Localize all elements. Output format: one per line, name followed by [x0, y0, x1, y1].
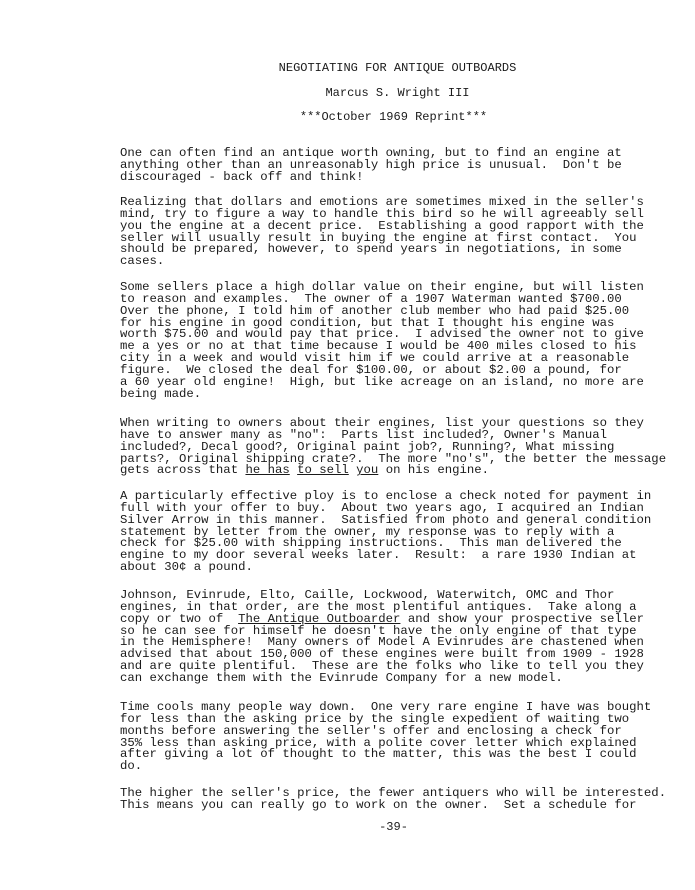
text-line: in the Hemisphere! Many owners of Model A Evinrudes are chastened when [120, 635, 644, 650]
text-line: cases. [120, 254, 165, 269]
text-line: The higher the seller's price, the fewer antiquers who will be interested. [120, 786, 667, 800]
text-line: so he can see for himself he doesn't have the only engine of that type [120, 623, 637, 638]
text-line: A particularly effective ploy is to enclose a check noted for payment in [120, 489, 652, 503]
text-line: should be prepared, however, to spend years in negotiations, in some [120, 242, 622, 257]
text-line: worth $75.00 and would pay that price. I advised the owner not to give [120, 327, 644, 342]
text-line: included?, Decal good?, Original paint job?, Running?, What missing [120, 439, 615, 454]
text-line: after giving a lot of thought to the matter, this was the best I could [120, 747, 637, 762]
text-line: Silver Arrow in this manner. Satisfied from photo and general condition [120, 512, 652, 527]
text-line: have to answer many as "no": Parts list included?, Owner's Manual [120, 427, 608, 442]
paragraph-4 [120, 418, 680, 477]
publication-title: The Antique Outboarder [238, 611, 401, 626]
paragraph-8 [120, 788, 680, 812]
article-title: NEGOTIATING FOR ANTIQUE OUTBOARDS [278, 61, 517, 75]
text-line: advised that about 150,000 of these engines were built from 1909 - 1928 [120, 647, 644, 662]
reprint-line: ***October 1969 Reprint*** [299, 110, 488, 124]
author-line: Marcus S. Wright III [325, 86, 470, 100]
text-line: for his engine in good condition, but that I thought his engine was [120, 315, 615, 330]
text-line: This means you can really go to work on the owner. Set a schedule for [120, 797, 637, 812]
text-line: seller will usually result in buying the engine at first contact. You [120, 230, 637, 245]
text-line: to reason and examples. The owner of a 1907 Waterman wanted $700.00 [120, 291, 622, 306]
text-line-underlined: gets across that he has to sell you on his engine. [120, 463, 490, 478]
text-line: 35% less than asking price, with a polite cover letter which explained [120, 735, 637, 750]
underlined-text: he has [245, 463, 290, 478]
text-line: Some sellers place a high dollar value on their engine, but will listen [120, 280, 644, 294]
text-line: parts?, Original shipping crate?. The more "no's", the better the message [120, 451, 667, 466]
text-line: a 60 year old engine! High, but like acreage on an island, no more are [120, 374, 644, 389]
text-line: and are quite plentiful. These are the folks who like to tell you they [120, 659, 644, 674]
text-line: discouraged - back off and think! [120, 169, 364, 184]
paragraph-1 [120, 148, 680, 184]
paragraph-6 [120, 590, 680, 685]
text-line: for less than the asking price by the single expedient of waiting two [120, 711, 630, 726]
text-line: do. [120, 759, 143, 774]
text-line: check for $25.00 with shipping instructions. This man delivered the [120, 536, 622, 551]
text-line: you the engine at a decent price. Establishing a good rapport with the [120, 218, 644, 233]
text-line: city in a week and would visit him if we could arrive at a reasonable [120, 351, 630, 366]
text-line: Time cools many people way down. One very rare engine I have was bought [120, 700, 652, 714]
text-line: engine to my door several weeks later. Result: a rare 1930 Indian at [120, 548, 637, 563]
text-line: mind, try to figure a way to handle this bird so he will agreeably sell [120, 206, 644, 221]
text-line: Over the phone, I told him of another club member who had paid $25.00 [120, 303, 630, 318]
text-line: months before answering the seller's offer and enclosing a check for [120, 723, 622, 738]
text-line: full with your offer to buy. About two years ago, I acquired an Indian [120, 500, 644, 515]
text-line: figure. We closed the deal for $100.00, or about $2.00 a pound, for [120, 362, 622, 377]
paragraph-7 [120, 702, 680, 773]
paragraph-3 [120, 282, 680, 400]
paragraph-5 [120, 491, 680, 574]
text-line: When writing to owners about their engines, list your questions so they [120, 416, 644, 430]
text-line: statement by letter from the owner, my response was to reply with a [120, 524, 615, 539]
underlined-text: you [356, 463, 379, 478]
text-line: anything other than an unreasonably high price is unusual. Don't be [120, 157, 622, 172]
paragraph-2 [120, 197, 680, 268]
text-line: me a yes or no at that time because I would be 400 miles closed to his [120, 339, 637, 354]
text-line: can exchange them with the Evinrude Company for a new model. [120, 670, 563, 685]
text-line: One can often find an antique worth owning, but to find an engine at [120, 146, 622, 160]
text-line: Realizing that dollars and emotions are sometimes mixed in the seller's [120, 195, 644, 209]
text-line: engines, in that order, are the most plentiful antiques. Take along a [120, 599, 637, 614]
underlined-text: to sell [297, 463, 349, 478]
page-number: -39- [379, 820, 408, 834]
text-line-underlined: copy or two of The Antique Outboarder and show your prospective seller [120, 611, 644, 626]
text-line: about 30¢ a pound. [120, 560, 253, 575]
text-line: being made. [120, 386, 202, 401]
text-line: Johnson, Evinrude, Elto, Caille, Lockwood, Waterwitch, OMC and Thor [120, 588, 615, 602]
